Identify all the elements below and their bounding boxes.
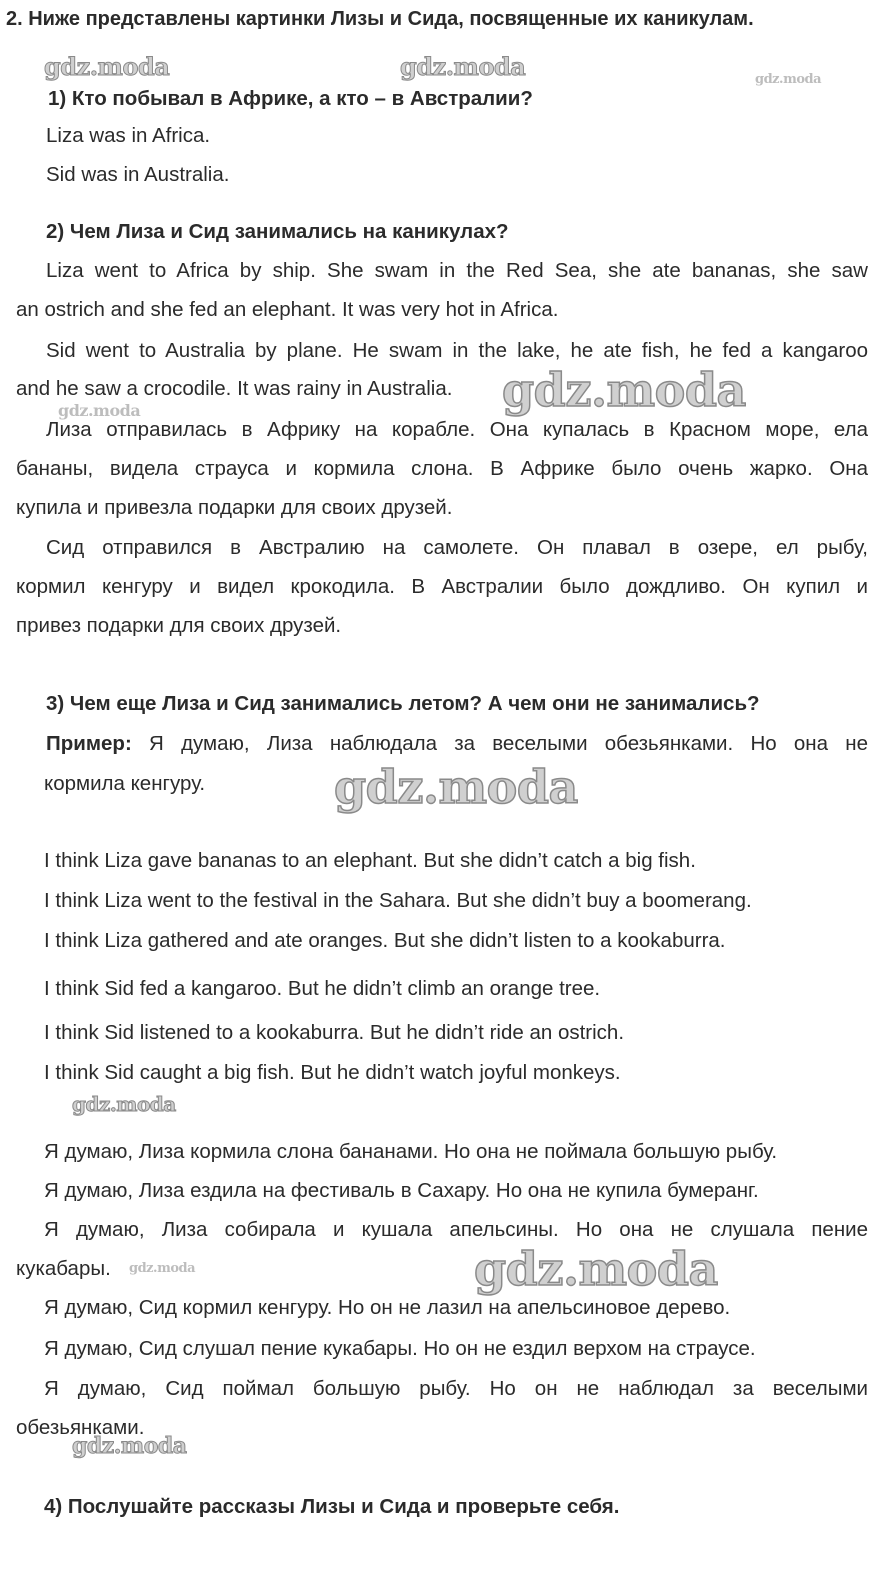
answer-line: кукабары. [16,1257,111,1280]
paragraph-line: бананы, видела страуса и кормила слона. В Африке было очень жарко. Она [16,457,868,480]
answer-line: I think Liza gathered and ate oranges. But she didn’t listen to a kookaburra. [44,929,726,952]
paragraph-line: Sid went to Australia by plane. He swam in the lake, he ate fish, he fed a kangaroo [46,339,868,362]
paragraph-line: an ostrich and she fed an elephant. It was very hot in Africa. [16,298,559,321]
watermark-logo: gdz.moda [334,760,578,814]
watermark-logo: gdz.moda [72,1433,187,1459]
watermark-logo: gdz.moda [58,401,141,420]
paragraph-line: and he saw a crocodile. It was rainy in Australia. [16,377,453,400]
answer-line: Я думаю, Лиза кормила слона бананами. Но она не поймала большую рыбу. [44,1140,778,1163]
answer-line: I think Sid listened to a kookaburra. But he didn’t ride an ostrich. [44,1021,625,1044]
paragraph-line: привез подарки для своих друзей. [16,614,342,637]
watermark-logo: gdz.moda [755,72,822,87]
watermark-logo: gdz.moda [44,52,170,81]
example-line [46,731,868,757]
watermark-logo: gdz.moda [72,1092,176,1116]
question-4: 4) Послушайте рассказы Лизы и Сида и проверьте себя. [44,1495,620,1518]
example-label: Пример: [46,732,132,755]
answer-line: Я думаю, Сид слушал пение кукабары. Но он не ездил верхом на страусе. [44,1337,756,1360]
paragraph-line: Liza went to Africa by ship. She swam in the Red Sea, she ate bananas, she saw [46,259,868,282]
paragraph-line: Лиза отправилась в Африку на корабле. Она купалась в Красном море, ела [46,418,868,441]
watermark-logo: gdz.moda [400,52,526,81]
watermark-logo: gdz.moda [474,1242,718,1296]
paragraph-line: Сид отправился в Австралию на самолете. Он плавал в озере, ел рыбу, [46,536,868,559]
answer-line: Я думаю, Сид кормил кенгуру. Но он не лазил на апельсиновое дерево. [44,1296,731,1319]
question-1: 1) Кто побывал в Африке, а кто – в Австралии? [48,87,533,110]
watermark-logo: gdz.moda [502,363,746,417]
paragraph-line: купила и привезла подарки для своих друзей. [16,496,453,519]
answer-line: Sid was in Australia. [46,163,230,186]
answer-line: I think Liza went to the festival in the Sahara. But she didn’t buy a boomerang. [44,889,752,912]
answer-line: обезьянками. [16,1416,145,1439]
answer-line: Я думаю, Сид поймал большую рыбу. Но он не наблюдал за веселыми [44,1377,868,1400]
paragraph-line: кормил кенгуру и видел крокодила. В Австралии было дождливо. Он купил и [16,575,868,598]
example-text: Я думаю, Лиза наблюдала за веселыми обезьянками. Но она не [149,732,868,755]
answer-line: I think Sid caught a big fish. But he didn’t watch joyful monkeys. [44,1061,621,1084]
answer-line: Я думаю, Лиза ездила на фестиваль в Сахару. Но она не купила бумеранг. [44,1179,759,1202]
question-3: 3) Чем еще Лиза и Сид занимались летом? А чем они не занимались? [46,692,760,715]
question-2: 2) Чем Лиза и Сид занимались на каникулах? [46,220,509,243]
task-heading: 2. Ниже представлены картинки Лизы и Сида, посвященные их каникулам. [6,8,754,30]
answer-line: Liza was in Africa. [46,124,211,147]
example-line: кормила кенгуру. [44,772,206,795]
answer-line: I think Sid fed a kangaroo. But he didn’t climb an orange tree. [44,977,601,1000]
answer-line: I think Liza gave bananas to an elephant. But she didn’t catch a big fish. [44,849,696,872]
answer-line: Я думаю, Лиза собирала и кушала апельсины. Но она не слушала пение [44,1218,868,1241]
watermark-logo: gdz.moda [129,1261,196,1276]
